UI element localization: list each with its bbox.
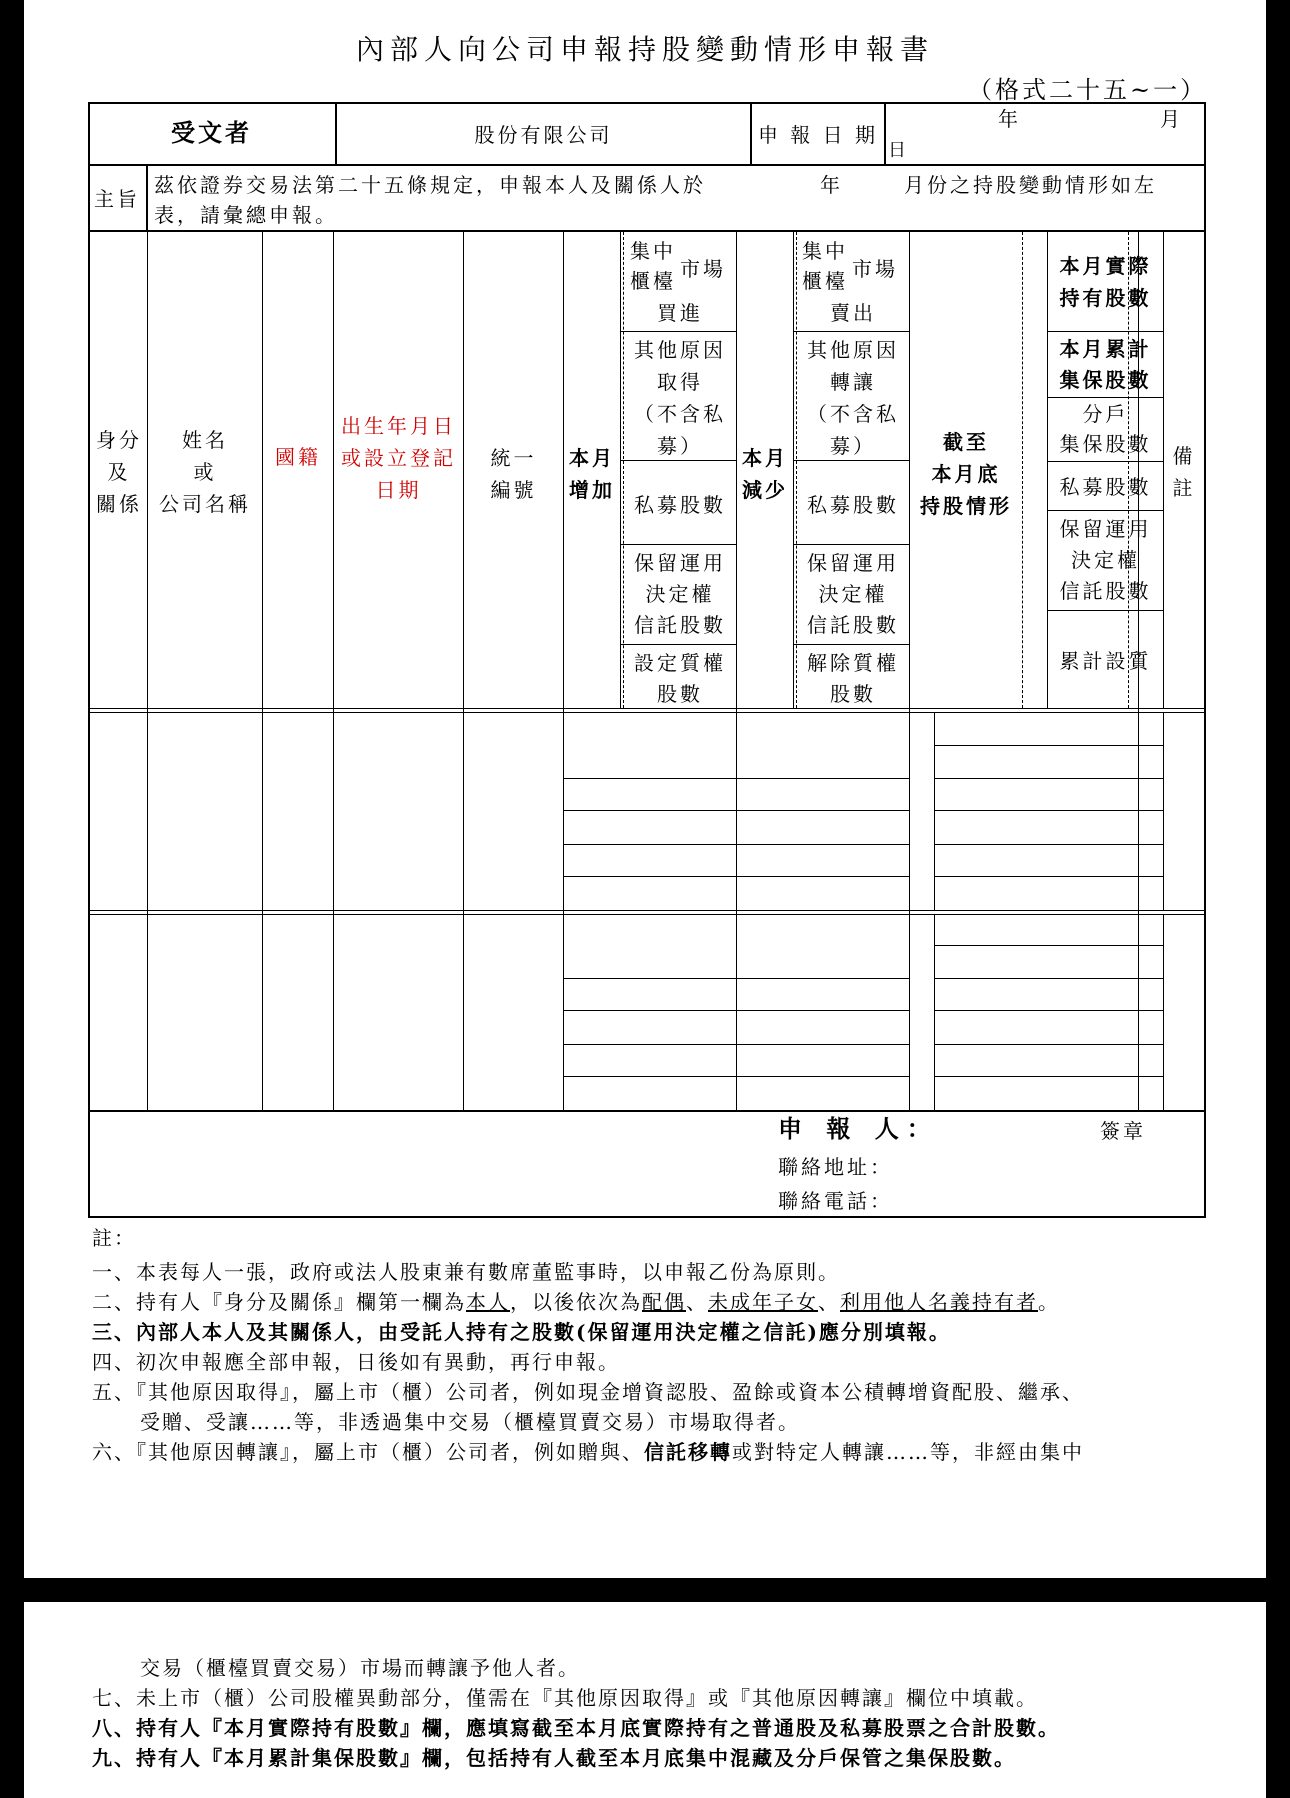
subject-text-line2: 表，請彙總申報。	[154, 203, 338, 227]
dec-private: 私募股數	[807, 493, 899, 517]
asof-cum-pledge: 累計設質	[1059, 649, 1152, 673]
col-asof: 截至 本月底 持股情形	[920, 430, 1012, 518]
col-birth-date: 出生年月日 或設立登記 日期	[341, 414, 456, 502]
note-5-line1: 五、『其他原因取得』，屬上市（櫃）公司者，例如現金增資認股、盈餘或資本公積轉增資配股、繼承、	[92, 1380, 1084, 1404]
inc-market-d: 買進	[657, 301, 703, 325]
note-4: 四、初次申報應全部申報，日後如有異動，再行申報。	[92, 1350, 620, 1374]
col-decrease: 本月 減少	[742, 446, 788, 502]
col-identity: 身分 及 關係	[96, 428, 142, 516]
form-title: 內部人向公司申報持股變動情形申報書	[355, 33, 934, 66]
inc-trust: 保留運用 決定權 信託股數	[634, 551, 726, 637]
dec-trust: 保留運用 決定權 信託股數	[807, 551, 899, 637]
date-year-label: 年	[998, 107, 1021, 131]
address-label: 聯絡地址：	[778, 1155, 893, 1179]
report-date-label: 申 報 日 期	[757, 123, 879, 147]
notes-heading: 註：	[92, 1226, 136, 1250]
inc-other: 其他原因 取得 （不含私 募）	[634, 338, 726, 458]
note-5-line2: 受贈、受讓……等，非透過集中交易（櫃檯買賣交易）市場取得者。	[140, 1410, 800, 1434]
dec-market-d: 賣出	[830, 301, 876, 325]
declarant-label: 申 報 人：	[778, 1114, 939, 1143]
inc-market-c: 市場	[680, 257, 726, 281]
col-name: 姓名 或 公司名稱	[159, 428, 251, 516]
format-code: （格式二十五~一）	[968, 76, 1208, 104]
asof-actual: 本月實際 持有股數	[1059, 254, 1152, 310]
subject-label: 主旨	[94, 187, 140, 211]
inc-pledge: 設定質權 股數	[634, 651, 726, 706]
company-suffix: 股份有限公司	[474, 123, 613, 147]
note-7: 七、未上市（櫃）公司股權異動部分，僅需在『其他原因取得』或『其他原因轉讓』欄位中填載。	[92, 1686, 1038, 1710]
note-3: 三、內部人本人及其關係人，由受託人持有之股數(保留運用決定權之信託)應分別填報。	[92, 1320, 951, 1344]
note-6: 六、『其他原因轉讓』，屬上市（櫃）公司者，例如贈與、信託移轉或對特定人轉讓……等，非經由集中	[92, 1440, 1084, 1464]
recipient-label: 受文者	[171, 118, 252, 147]
asof-private: 私募股數	[1059, 475, 1152, 499]
phone-label: 聯絡電話：	[778, 1189, 893, 1213]
note-8: 八、持有人『本月實際持有股數』欄，應填寫截至本月底實際持有之普通股及私募股票之合計股數。	[92, 1716, 1060, 1740]
inc-market-a: 集中	[630, 239, 676, 263]
dec-other: 其他原因 轉讓 （不含私 募）	[807, 338, 899, 458]
note-1: 一、本表每人一張，政府或法人股東兼有數席董監事時，以申報乙份為原則。	[92, 1260, 840, 1284]
note-6-cont: 交易（櫃檯買賣交易）市場而轉讓予他人者。	[140, 1656, 580, 1680]
note-9: 九、持有人『本月累計集保股數』欄，包括持有人截至本月底集中混藏及分戶保管之集保股數。	[92, 1746, 1016, 1770]
asof-split-custody: 分戶 集保股數	[1059, 402, 1152, 456]
col-uid: 統一 編號	[490, 446, 537, 502]
form-page-2	[24, 1602, 1266, 1798]
declarant-box	[88, 1110, 1206, 1218]
dec-market-a: 集中	[802, 239, 848, 263]
asof-trust: 保留運用 決定權 信託股數	[1059, 517, 1152, 603]
dec-pledge: 解除質權 股數	[807, 651, 899, 706]
date-month-label: 月	[1160, 107, 1183, 131]
asof-cum-custody: 本月累計 集保股數	[1059, 337, 1152, 392]
subject-year: 年	[820, 173, 843, 197]
dec-market-b: 櫃檯	[802, 269, 848, 293]
form-page-1	[24, 0, 1266, 1578]
subject-text-line1a: 茲依證券交易法第二十五條規定，申報本人及關係人於	[154, 173, 706, 197]
note-2: 二、持有人『身分及關係』欄第一欄為本人，以後依次為配偶、未成年子女、利用他人名義持有者。	[92, 1290, 1060, 1314]
col-increase: 本月 增加	[569, 446, 615, 502]
inc-market-b: 櫃檯	[630, 269, 676, 293]
col-remarks: 備 註	[1172, 444, 1196, 500]
inc-private: 私募股數	[634, 493, 726, 517]
seal-label: 簽章	[1100, 1119, 1146, 1143]
col-nationality: 國籍	[275, 445, 321, 469]
date-day-label: 日	[888, 140, 909, 161]
subject-text-line1b: 月份之持股變動情形如左	[904, 173, 1157, 197]
dec-market-c: 市場	[852, 257, 898, 281]
